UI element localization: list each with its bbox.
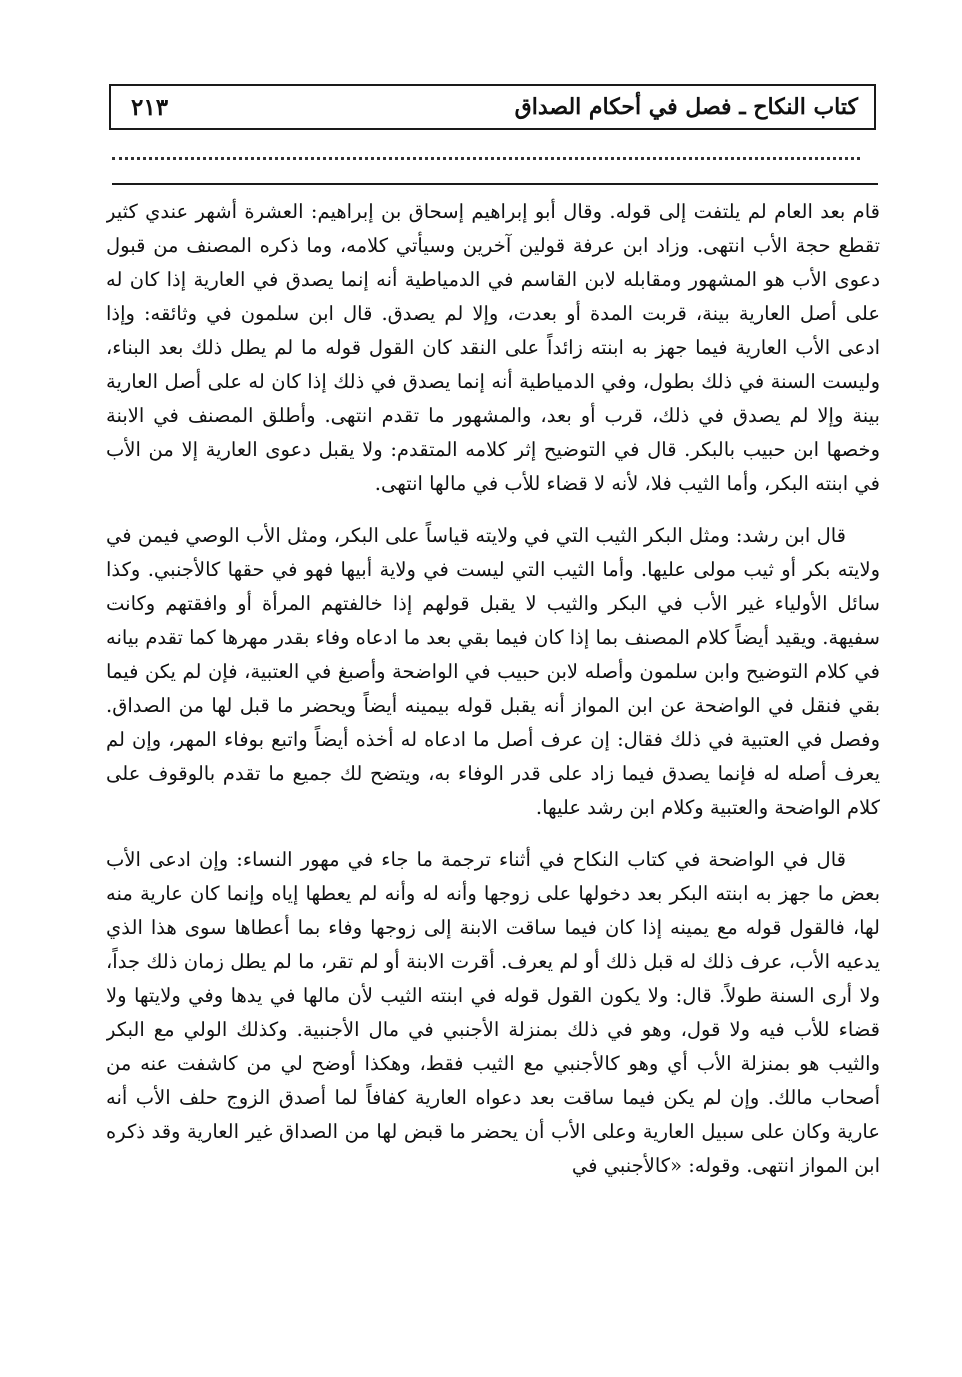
paragraph: قال في الواضحة في كتاب النكاح في أثناء ترجمة ما جاء في مهور النساء: وإن ادعى الأب بعض ما جهز به ابنته البكر بعد دخولها على زوجها وأنه له وأنه لم يعطها إياه وإنما كان عارية منه لها، فالقول قوله مع يمينه إذا كان فيما ساقت الابنة إلى زوجها وفاء بما أعطاها سوى هذا الذي يدعيه الأب، عرف ذلك له قبل ذلك أو لم يعرف. أقرت الابنة أو لم تقر، ما لم يطل زمان ذلك جداً، ولا أرى السنة طولاً. قال: ولا يكون القول قوله في ابنته الثيب لأن مالها في يدها وفي ولايتها ولا قضاء للأب فيه ولا قول، وهو في ذلك بمنزلة الأجنبي في مال الأجنبية. وكذلك الولي مع البكر والثيب هو بمنزلة الأب أي وهو كالأجنبي مع الثيب فقط، وهكذا أوضح لي من كاشفت عنه من أصحاب مالك. وإن لم يكن فيما ساقت بعد دعواه العارية كفافاً لما أصدق الزوج حلف الأب أنه عارية وكان على سبيل العارية وعلى الأب أن يحضر ما قبض لها من الصداق غير العارية وقد ذكره ابن المواز انتهى. وقوله: «كالأجنبي في [106,848,880,1177]
paragraph: قام بعد العام لم يلتفت إلى قوله. وقال أبو إبراهيم إسحاق بن إبراهيم: العشرة أشهر عندي كثير تقطع حجة الأب انتهى. وزاد ابن عرفة قولين آخرين وسيأتي كلامه، وما ذكره المصنف من قبول دعوى الأب هو المشهور ومقابله لابن القاسم في الدمياطية أنه إنما يصدق في العارية إذا كان له على أصل العارية بينة، قربت المدة أو بعدت، وإلا لم يصدق. قال ابن سلمون في وثائقه: وإذا ادعى الأب العارية فيما جهز به ابنته زائداً على النقد كان القول قوله ما لم يطل ذلك بعد البناء، وليست السنة في ذلك بطول، وفي الدمياطية أنه إنما يصدق في ذلك إذا كان له على أصل العارية بينة وإلا لم يصدق في ذلك، قرب أو بعد، والمشهور ما تقدم انتهى. وأطلق المصنف في الابنة وخصها ابن حبيب بالبكر. قال في التوضيح إثر كلامه المتقدم: ولا يقبل دعوى العارية إلا من الأب في ابنته البكر، وأما الثيب فلا، لأنه لا قضاء للأب في مالها انتهى. [106,200,880,495]
chapter-title: كتاب النكاح ـ فصل في أحكام الصداق [514,94,858,120]
running-header [109,84,876,130]
horizontal-rule [112,183,878,185]
main-text [106,195,880,1330]
paragraph: قال ابن رشد: ومثل البكر الثيب التي في ولايته قياساً على البكر، ومثل الأب الوصي فيمن في ولايته بكر أو ثيب مولى عليها. وأما الثيب التي ليست في ولاية أبيها فهو في حقها كالأجنبي. وكذا سائل الأولياء غير الأب في البكر والثيب لا يقبل قولهم إذا خالفتهم المرأة أو وافقتهم وكانت سفيهة. ويقيد أيضاً كلام المصنف بما إذا كان فيما بقي بعد ما ادعاه وفاء بقدر مهرها كما تقدم بيانه في كلام التوضيح وابن سلمون وأصله لابن حبيب في الواضحة وأصبغ في العتبية، فإن لم يكن فيما بقي فنقل في الواضحة عن ابن المواز أنه يقبل قوله بيمينه أيضاً ويحضر ما قبل لها من الصداق. وفصل في العتبية في ذلك فقال: إن عرف أصل ما ادعاه له أخذه أيضاً واتبع بوفاء المهر، وإن لم يعرف أصله له فإنما يصدق فيما زاد على قدر الوفاء به، ويتضح لك جميع ما تقدم بالوقوف على كلام الواضحة والعتبية وكلام ابن رشد عليها. [106,524,880,819]
dotted-separator [112,146,860,160]
page-number: ٢١٣ [131,93,169,121]
